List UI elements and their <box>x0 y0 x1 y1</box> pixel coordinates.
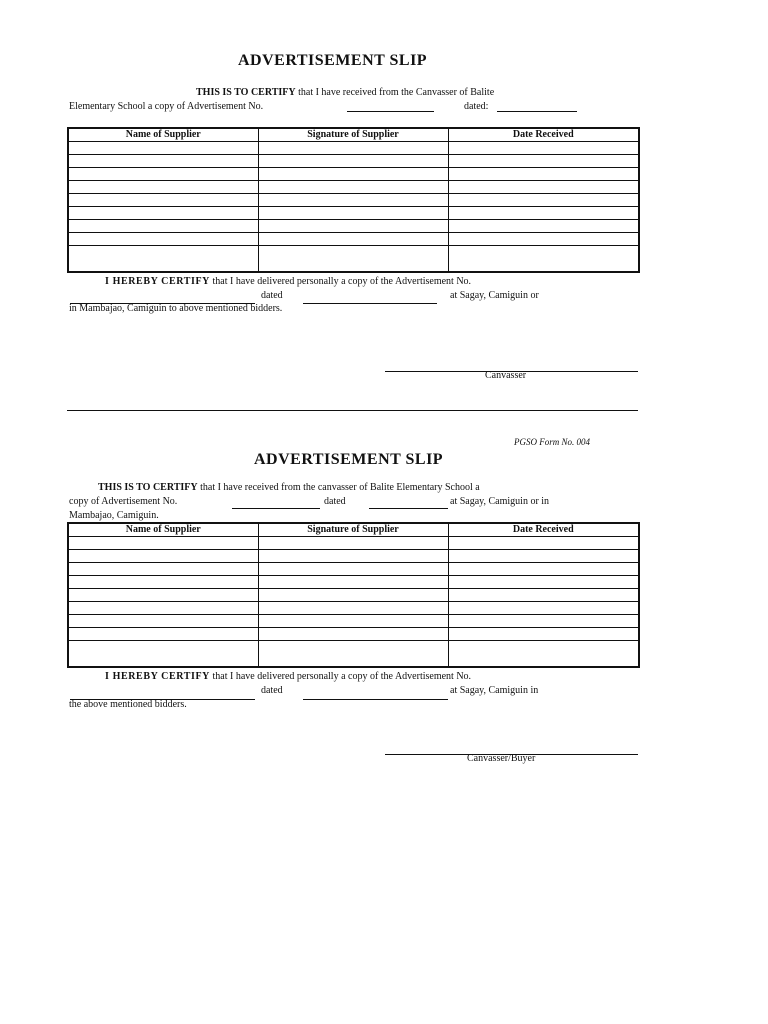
cell[interactable] <box>448 246 639 273</box>
cell[interactable] <box>258 246 448 273</box>
cell[interactable] <box>448 168 639 181</box>
cell[interactable] <box>448 537 639 550</box>
table-row <box>68 589 639 602</box>
slip1-dated-label: dated: <box>464 101 489 112</box>
cell[interactable] <box>448 641 639 668</box>
cell[interactable] <box>68 537 258 550</box>
cell[interactable] <box>258 168 448 181</box>
form-number: PGSO Form No. 004 <box>514 437 590 447</box>
cell[interactable] <box>258 589 448 602</box>
cell[interactable] <box>68 142 258 155</box>
cell[interactable] <box>68 181 258 194</box>
table-row <box>68 537 639 550</box>
table-row <box>68 181 639 194</box>
cell[interactable] <box>258 155 448 168</box>
slip1-hereby-line <box>105 276 471 288</box>
cell[interactable] <box>68 576 258 589</box>
table-row <box>68 220 639 233</box>
slip1-hereby-bold: I HEREBY CERTIFY <box>105 276 211 287</box>
slip2-certify-line <box>98 482 480 494</box>
table-header-row <box>68 523 639 537</box>
cell[interactable] <box>68 628 258 641</box>
table-row <box>68 563 639 576</box>
cell[interactable] <box>258 233 448 246</box>
cell[interactable] <box>258 181 448 194</box>
table-row <box>68 641 639 668</box>
col-name-of-supplier: Name of Supplier <box>68 128 258 142</box>
slip1-supplier-table <box>67 127 640 273</box>
cell[interactable] <box>448 220 639 233</box>
cell[interactable] <box>448 602 639 615</box>
slip1-hereby-rest: that I have delivered personally a copy of the Advertisement No. <box>210 276 472 287</box>
slip2-supplier-table <box>67 522 640 668</box>
table-row <box>68 246 639 273</box>
table-header-row <box>68 128 639 142</box>
slip2-date-blank-2[interactable] <box>303 699 448 700</box>
table-row <box>68 168 639 181</box>
slip1-signatory: Canvasser <box>485 370 527 381</box>
slip2-hereby-line <box>105 671 471 683</box>
slip1-certify-rest: that I have received from the Canvasser of Balite <box>295 87 495 98</box>
slip2-line2: copy of Advertisement No. <box>69 496 178 507</box>
cell[interactable] <box>448 576 639 589</box>
cell[interactable] <box>258 563 448 576</box>
cell[interactable] <box>448 194 639 207</box>
slip2-at-place-2: at Sagay, Camiguin in <box>450 685 539 696</box>
cell[interactable] <box>448 628 639 641</box>
cell[interactable] <box>68 589 258 602</box>
cell[interactable] <box>258 576 448 589</box>
slip2-certify-rest: that I have received from the canvasser of Balite Elementary School a <box>197 482 480 493</box>
cell[interactable] <box>68 246 258 273</box>
slip2-line3: Mambajao, Camiguin. <box>69 510 159 521</box>
cell[interactable] <box>448 142 639 155</box>
cell[interactable] <box>258 641 448 668</box>
cell[interactable] <box>448 181 639 194</box>
cell[interactable] <box>258 615 448 628</box>
slip2-title: ADVERTISEMENT SLIP <box>254 451 444 468</box>
cell[interactable] <box>258 550 448 563</box>
cell[interactable] <box>448 615 639 628</box>
table-row <box>68 142 639 155</box>
cell[interactable] <box>448 155 639 168</box>
slip1-line2: Elementary School a copy of Advertisement No. <box>69 101 264 112</box>
table-row <box>68 602 639 615</box>
cell[interactable] <box>68 615 258 628</box>
cell[interactable] <box>68 233 258 246</box>
cell[interactable] <box>68 194 258 207</box>
cell[interactable] <box>258 220 448 233</box>
cell[interactable] <box>258 628 448 641</box>
cell[interactable] <box>258 602 448 615</box>
slip2-hereby-bold: I HEREBY CERTIFY <box>105 671 211 682</box>
cell[interactable] <box>68 563 258 576</box>
cell[interactable] <box>68 207 258 220</box>
slip1-date-blank[interactable] <box>497 111 577 112</box>
cell[interactable] <box>448 589 639 602</box>
cell[interactable] <box>448 207 639 220</box>
col-date-received: Date Received <box>448 128 639 142</box>
cell[interactable] <box>68 220 258 233</box>
table-row <box>68 628 639 641</box>
cell[interactable] <box>68 168 258 181</box>
table-row <box>68 194 639 207</box>
col-name-of-supplier: Name of Supplier <box>68 523 258 537</box>
cell[interactable] <box>448 233 639 246</box>
cell[interactable] <box>258 537 448 550</box>
slip1-title: ADVERTISEMENT SLIP <box>238 52 428 69</box>
cell[interactable] <box>258 194 448 207</box>
cell[interactable] <box>68 155 258 168</box>
cell[interactable] <box>68 550 258 563</box>
cell[interactable] <box>258 142 448 155</box>
table-row <box>68 233 639 246</box>
slip1-at-place: at Sagay, Camiguin or <box>450 290 539 301</box>
col-signature-of-supplier: Signature of Supplier <box>258 128 448 142</box>
slip1-date-blank-2[interactable] <box>303 303 437 304</box>
slip1-line-last: in Mambajao, Camiguin to above mentioned bidders. <box>69 303 283 314</box>
slip1-certify-bold: THIS IS TO CERTIFY <box>196 87 296 98</box>
slip1-dated2: dated <box>261 290 283 301</box>
table-row <box>68 615 639 628</box>
table-row <box>68 576 639 589</box>
slip1-certify-line <box>196 87 494 99</box>
table-row <box>68 155 639 168</box>
table-row <box>68 550 639 563</box>
cell[interactable] <box>68 602 258 615</box>
slip2-at-place: at Sagay, Camiguin or in <box>450 496 550 507</box>
slip2-certify-bold: THIS IS TO CERTIFY <box>98 482 198 493</box>
slip2-line-last: the above mentioned bidders. <box>69 699 187 710</box>
table-row <box>68 207 639 220</box>
cell[interactable] <box>448 563 639 576</box>
slip2-adv-no-blank[interactable] <box>232 508 320 509</box>
cell[interactable] <box>448 550 639 563</box>
col-signature-of-supplier: Signature of Supplier <box>258 523 448 537</box>
col-date-received: Date Received <box>448 523 639 537</box>
cell[interactable] <box>68 641 258 668</box>
slip2-signatory: Canvasser/Buyer <box>467 753 536 764</box>
slip2-date-blank[interactable] <box>369 508 448 509</box>
slip2-dated2: dated <box>261 685 283 696</box>
section-divider <box>67 410 638 411</box>
slip2-hereby-rest: that I have delivered personally a copy of the Advertisement No. <box>210 671 472 682</box>
slip1-adv-no-blank[interactable] <box>347 111 434 112</box>
slip2-dated-label: dated <box>324 496 346 507</box>
cell[interactable] <box>258 207 448 220</box>
